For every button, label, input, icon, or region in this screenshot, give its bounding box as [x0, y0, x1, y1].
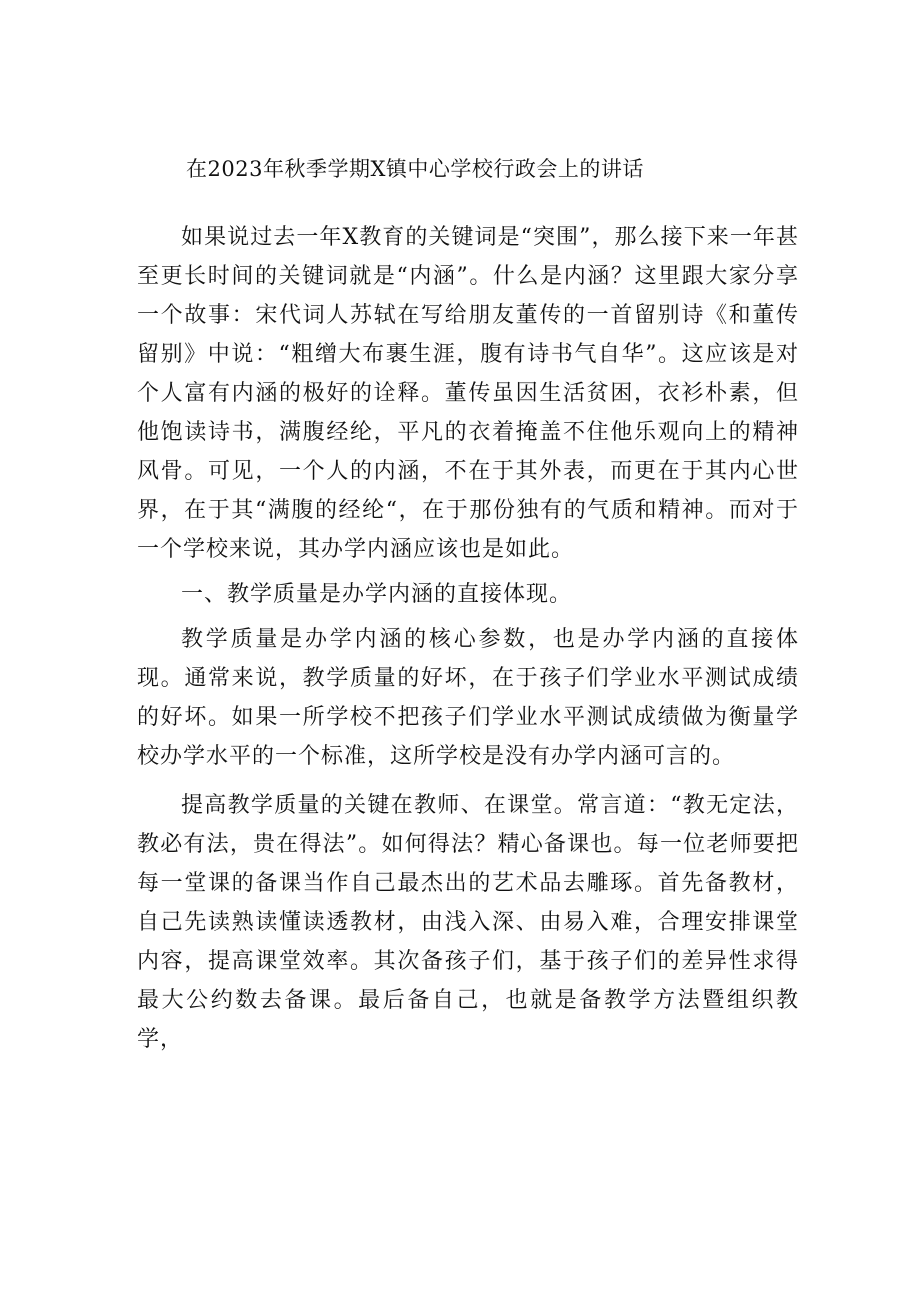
paragraph-intro: 如果说过去一年X教育的关键词是“突围”，那么接下来一年甚至更长时间的关键词就是“内涵”。什么是内涵？这里跟大家分享一个故事：宋代词人苏轼在写给朋友董传的一首留别诗《和董传留别》中说：“粗缯大布裹生涯，腹有诗书气自华”。这应该是对个人富有内涵的极好的诠释。董传虽因生活贫困，衣衫朴素，但他饱读诗书，满腹经纶，平凡的衣着掩盖不住他乐观向上的精神风骨。可见，一个人的内涵，不在于其外表，而更在于其内心世界，在于其“满腹的经纶“，在于那份独有的气质和精神。而对于一个学校来说，其办学内涵应该也是如此。 — [137, 225, 799, 562]
section-heading-1: 一、教学质量是办学内涵的直接体现。 — [181, 582, 573, 607]
document-title: 在2023年秋季学期X镇中心学校行政会上的讲话 — [186, 157, 644, 181]
paragraph-teachers-classroom: 提高教学质量的关键在教师、在课堂。常言道：“教无定法，教必有法，贵在得法”。如何得法？精心备课也。每一位老师要把每一堂课的备课当作自己最杰出的艺术品去雕琢。首先备教材，自己先读熟读懂读透教材，由浅入深、由易入难，合理安排课堂内容，提高课堂效率。其次备孩子们，基于孩子们的差异性求得最大公约数去备课。最后备自己，也就是备教学方法暨组织教学， — [137, 793, 799, 1052]
document-body — [137, 218, 799, 1059]
paragraph-teaching-quality: 教学质量是办学内涵的核心参数，也是办学内涵的直接体现。通常来说，教学质量的好坏，在于孩子们学业水平测试成绩的好坏。如果一所学校不把孩子们学业水平测试成绩做为衡量学校办学水平的一个标准，这所学校是没有办学内涵可言的。 — [137, 627, 799, 769]
